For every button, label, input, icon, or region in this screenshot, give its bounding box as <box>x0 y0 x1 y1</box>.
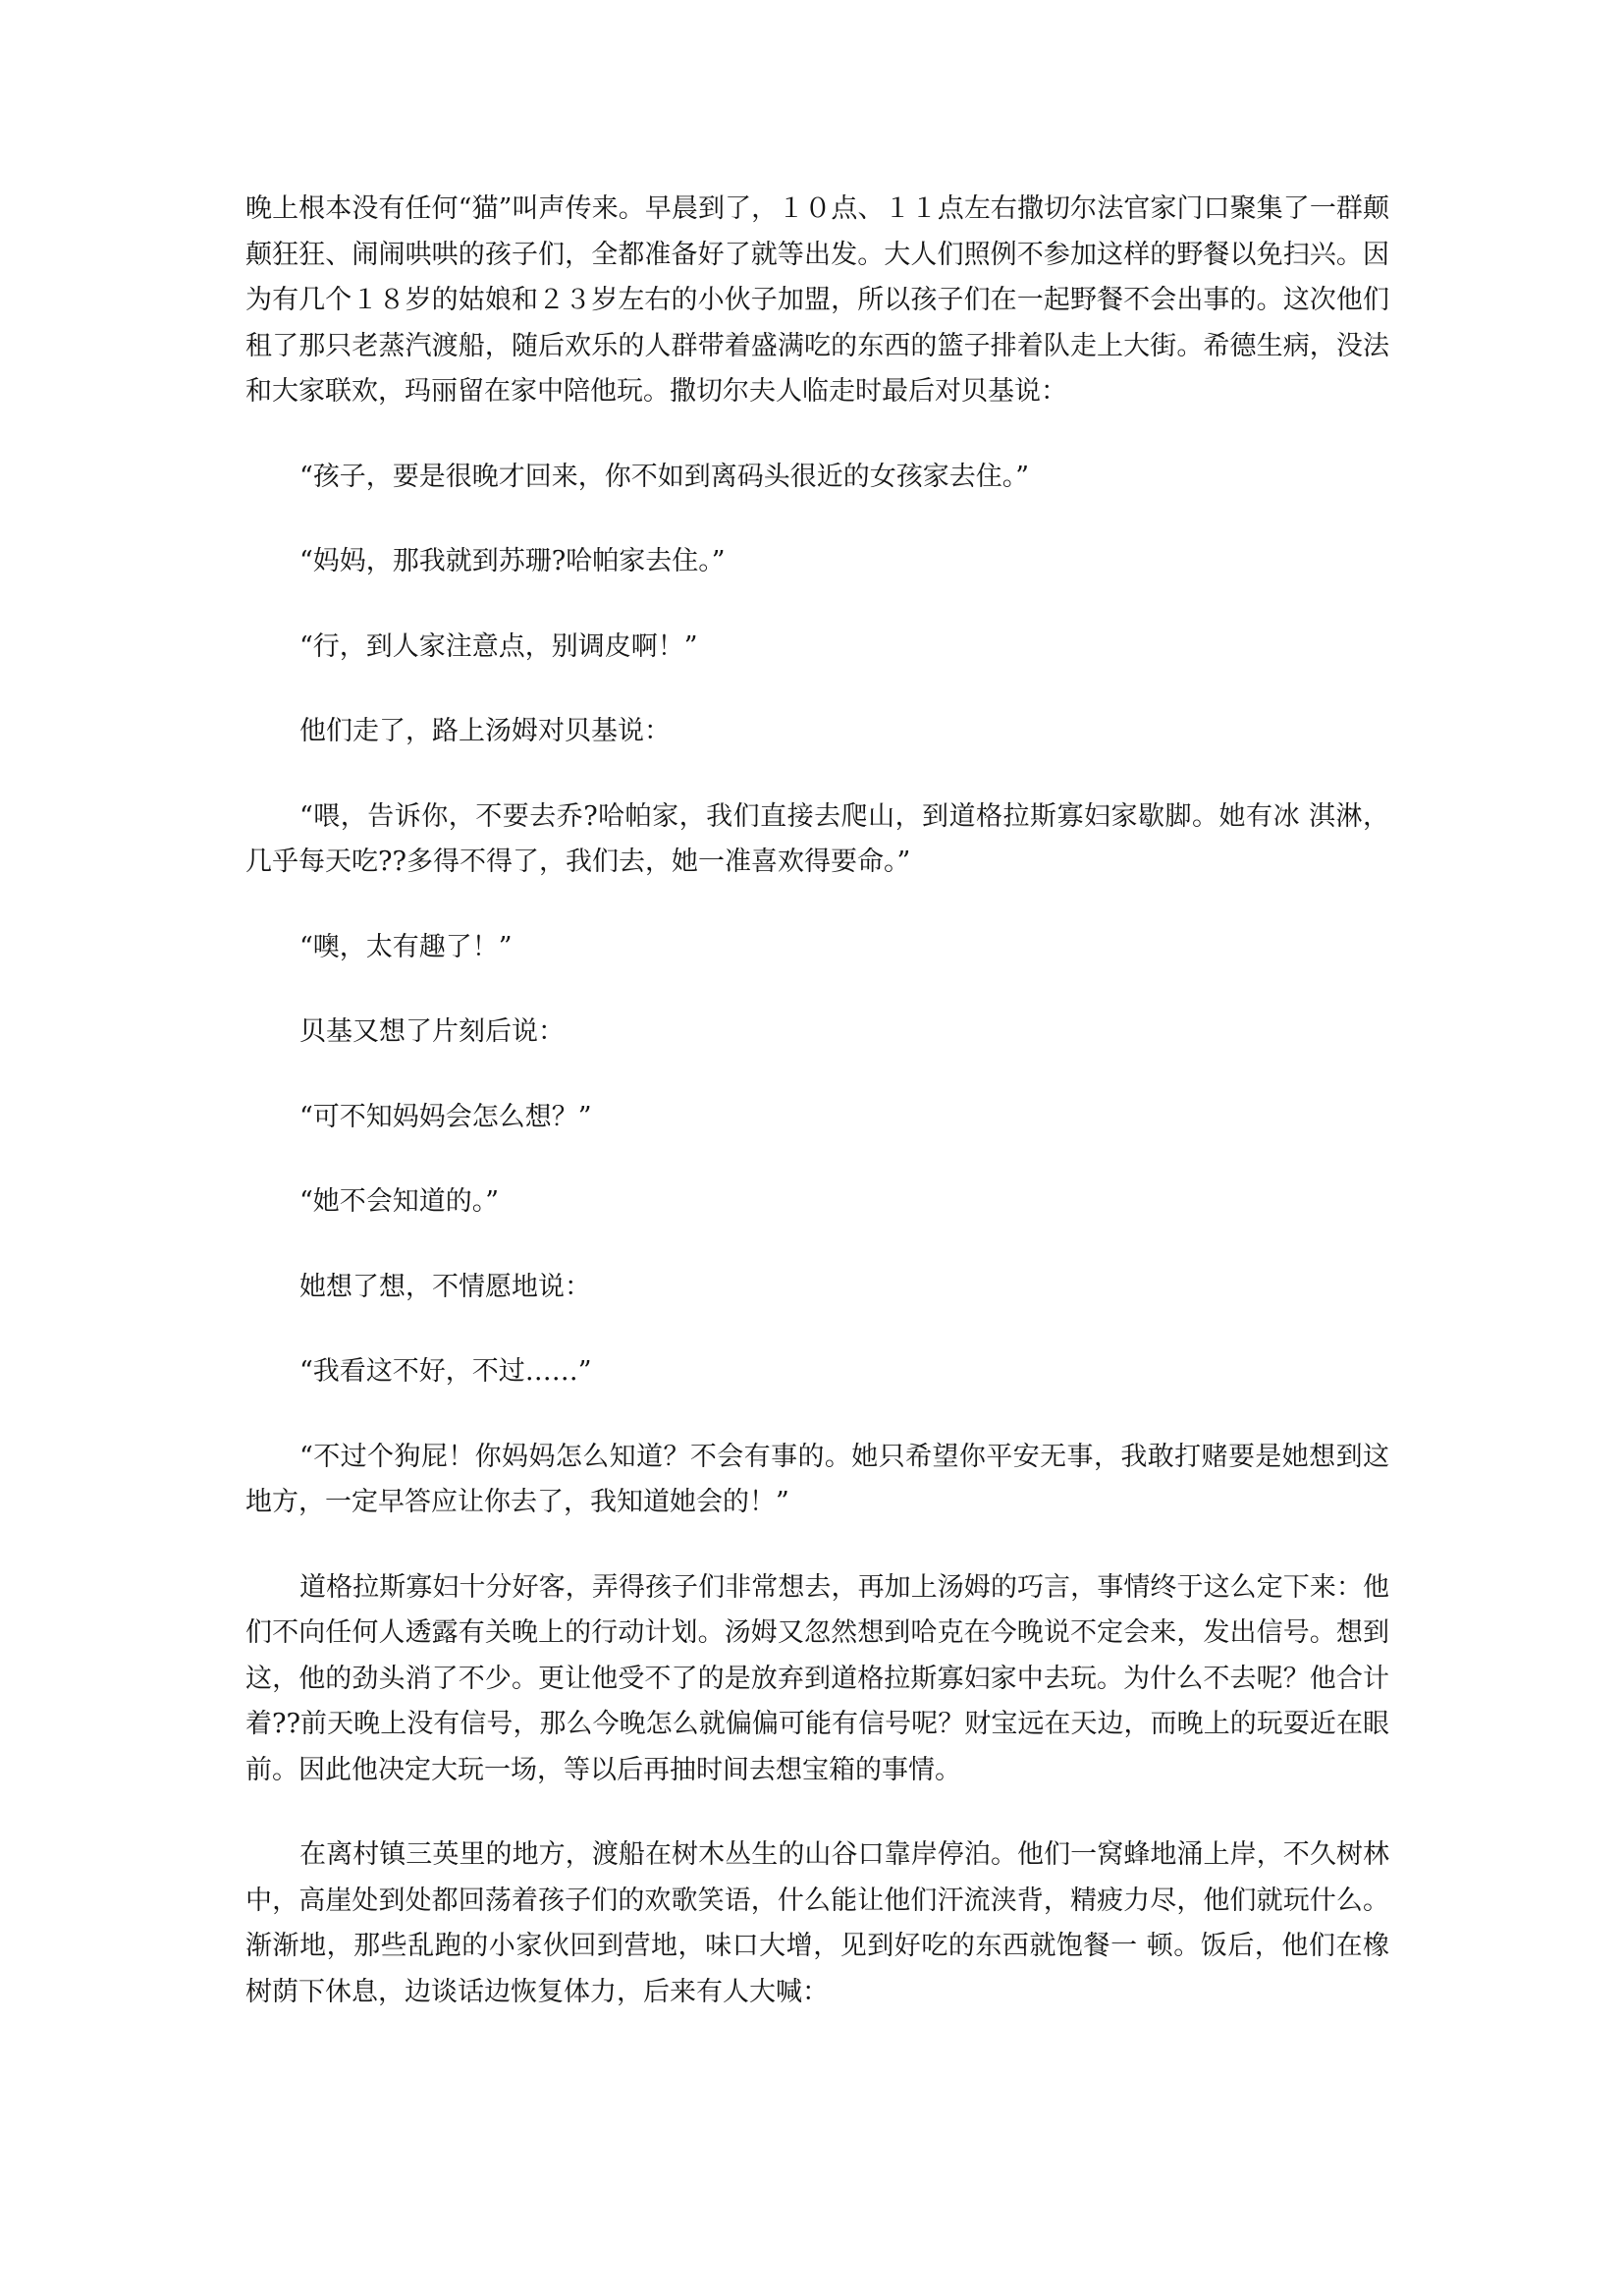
paragraph-3: “妈妈，那我就到苏珊?哈帕家去住。” <box>299 546 726 576</box>
paragraph-7: “噢，太有趣了！” <box>299 931 513 962</box>
paragraph-15: 在离村镇三英里的地方，渡船在树木丛生的山谷口靠岸停泊。他们一窝蜂地涌上岸，不久树林中，高崖处到处都回荡着孩子们的欢歌笑语，什么能让他们汗流浃背，精疲力尽，他们就玩什么。渐渐地，那些乱跑的小家伙回到营地，味口大增，见到好吃的东西就饱餐一 顿。饭后，他们在橡树荫下休息，边谈话边恢复体力，后来有人大喊： <box>245 1839 1389 2007</box>
paragraph-4: “行，到人家注意点，别调皮啊！” <box>299 630 698 662</box>
paragraph-14: 道格拉斯寡妇十分好客，弄得孩子们非常想去，再加上汤姆的巧言，事情终于这么定下来：他们不向任何人透露有关晚上的行动计划。汤姆又忽然想到哈克在今晚说不定会来，发出信号。想到这，他的劲头消了不少。更让他受不了的是放弃到道格拉斯寡妇家中去玩。为什么不去呢？他合计着??前天晚上没有信号，那么今晚怎么就偏偏可能有信号呢？财宝远在天边，而晚上的玩耍近在眼前。因此他决定大玩一场，等以后再抽时间去想宝箱的事情。 <box>245 1571 1389 1785</box>
paragraph-13: “不过个狗屁！你妈妈怎么知道？不会有事的。她只希望你平安无事，我敢打赌要是她想到这地方，一定早答应让你去了，我知道她会的！” <box>245 1441 1389 1517</box>
paragraph-12: “我看这不好，不过……” <box>299 1356 592 1387</box>
paragraph-5: 他们走了，路上汤姆对贝基说： <box>299 716 671 746</box>
document-page <box>245 187 1389 2054</box>
paragraph-1: 晚上根本没有任何“猫”叫声传来。早晨到了，１０点、１１点左右撒切尔法官家门口聚集了一群颠颠狂狂、闹闹哄哄的孩子们，全都准备好了就等出发。大人们照例不参加这样的野餐以免扫兴。因为有几个１８岁的姑娘和２３岁左右的小伙子加盟，所以孩子们在一起野餐不会出事的。这次他们租了那只老蒸汽渡船，随后欢乐的人群带着盛满吃的东西的篮子排着队走上大街。希德生病，没法和大家联欢，玛丽留在家中陪他玩。撒切尔夫人临走时最后对贝基说： <box>245 193 1389 407</box>
paragraph-10: “她不会知道的。” <box>299 1186 500 1217</box>
paragraph-6: “喂，告诉你，不要去乔?哈帕家，我们直接去爬山，到道格拉斯寡妇家歇脚。她有冰 淇淋，几乎每天吃??多得不得了，我们去，她一准喜欢得要命。” <box>245 800 1389 877</box>
paragraph-2: “孩子，要是很晚才回来，你不如到离码头很近的女孩家去住。” <box>299 461 1030 492</box>
paragraph-8: 贝基又想了片刻后说： <box>299 1016 565 1047</box>
paragraph-9: “可不知妈妈会怎么想？” <box>299 1101 592 1132</box>
paragraph-11: 她想了想，不情愿地说： <box>299 1271 591 1302</box>
